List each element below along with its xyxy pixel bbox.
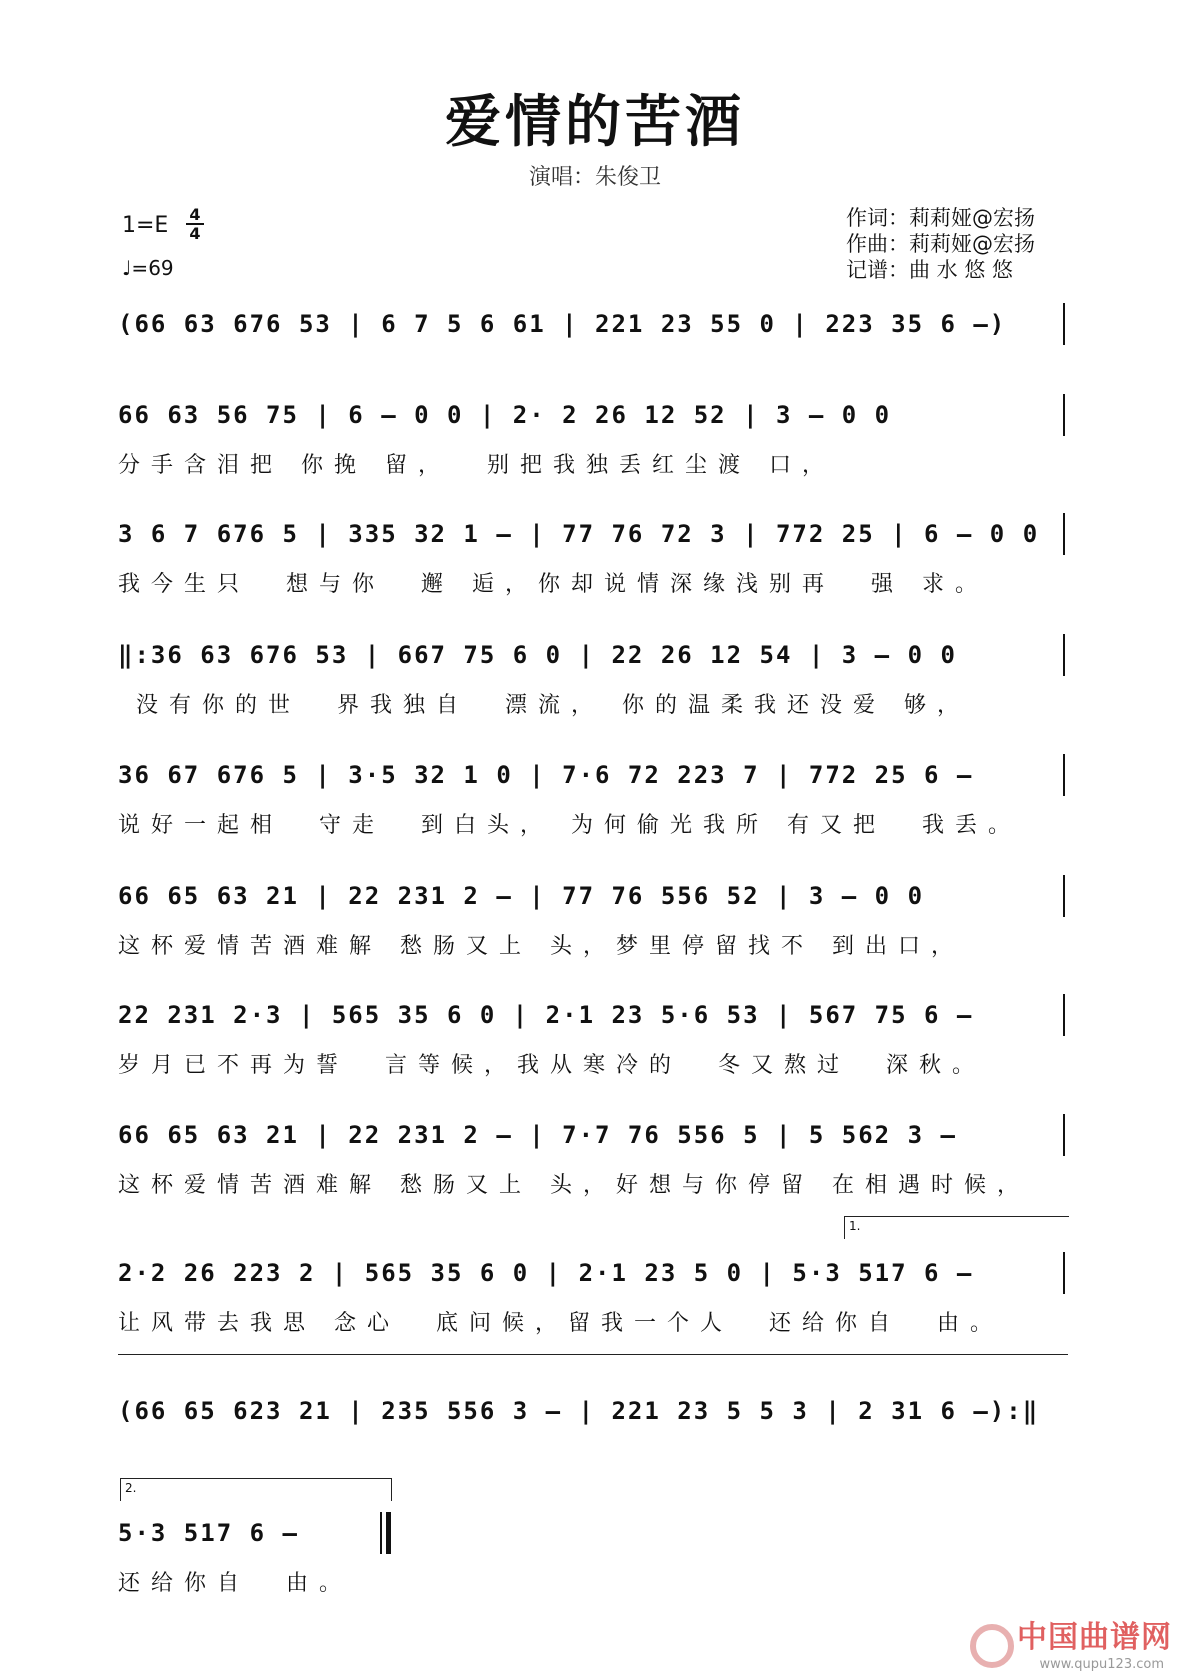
credits: [846, 205, 1035, 283]
score-system: [118, 511, 1068, 557]
score-system: [118, 1112, 1068, 1158]
notation-line: (66 65 623 21 | 235 556 3 – | 221 23 5 5 3 | 2 31 6 –):‖: [118, 1397, 1040, 1425]
score-system: [118, 632, 1068, 678]
notation-line: 22 231 2·3 | 565 35 6 0 | 2·1 23 5·6 53 | 567 75 6 –: [118, 1001, 974, 1029]
watermark-url: www.qupu123.com: [1039, 1657, 1164, 1672]
notation-line: (66 63 676 53 | 6 7 5 6 61 | 221 23 55 0 | 223 35 6 –): [118, 310, 1007, 338]
volta-second-ending: 2.: [120, 1478, 392, 1501]
transcriber-credit: 记谱：曲 水 悠 悠: [846, 258, 1014, 282]
volta-first-ending: 1.: [844, 1216, 1069, 1239]
time-numerator: 4: [189, 205, 201, 224]
score-system-ending: [118, 1510, 398, 1556]
notation-line: 2·2 26 223 2 | 565 35 6 0 | 2·1 23 5 0 | 5·3 517 6 –: [118, 1259, 974, 1287]
lyric-line: 这杯爱情苦酒难解 愁肠又上 头，好想与你停留 在相遇时候，: [118, 1173, 1030, 1198]
barline: [1063, 875, 1065, 917]
final-barline-thick: [386, 1512, 391, 1554]
notation-line: 66 65 63 21 | 22 231 2 – | 7·7 76 556 5 | 5 562 3 –: [118, 1121, 957, 1149]
lyricist-credit: 作词：莉莉娅@宏扬: [846, 206, 1035, 230]
barline: [1063, 513, 1065, 555]
notation-line: 66 63 56 75 | 6 – 0 0 | 2· 2 26 12 52 | 3 – 0 0: [118, 401, 892, 429]
tempo-marking: ♩=69: [122, 256, 174, 280]
barline: [1063, 394, 1065, 436]
notation-line: 36 67 676 5 | 3·5 32 1 0 | 7·6 72 223 7 | 772 25 6 –: [118, 761, 974, 789]
lyric-line: 我今生只 想与你 邂 逅，你却说情深缘浅别再 强 求。: [118, 572, 988, 597]
lyric-line: 还给你自 由。: [118, 1571, 352, 1596]
notation-line: 66 65 63 21 | 22 231 2 – | 77 76 556 52 | 3 – 0 0: [118, 882, 925, 910]
barline: [1063, 994, 1065, 1036]
score-system: [118, 752, 1068, 798]
song-title: 爱情的苦酒: [445, 89, 745, 155]
barline: [1063, 1252, 1065, 1294]
first-ending-line: [118, 1354, 1068, 1355]
lyric-line: 这杯爱情苦酒难解 愁肠又上 头，梦里停留找不 到出口，: [118, 934, 964, 959]
time-signature: [186, 206, 204, 242]
watermark-logo-icon: [970, 1624, 1014, 1668]
score-system-interlude: [118, 1388, 1068, 1434]
composer-credit: 作曲：莉莉娅@宏扬: [846, 232, 1035, 256]
score-system: [118, 1250, 1068, 1296]
barline: [1063, 303, 1065, 345]
score-system: [118, 992, 1068, 1038]
lyric-line: 没有你的世 界我独自 漂流， 你的温柔我还没爱 够，: [118, 693, 970, 718]
notation-line: 5·3 517 6 –: [118, 1519, 299, 1547]
final-barline-thin: [380, 1512, 382, 1554]
lyric-line: 分手含泪把 你挽 留， 别把我独丢红尘渡 口，: [118, 453, 835, 478]
time-denominator: 4: [186, 223, 204, 242]
lyric-line: 说好一起相 守走 到白头， 为何偷光我所 有又把 我丢。: [118, 813, 1021, 838]
score-system: [118, 392, 1068, 438]
score-system-intro: [118, 301, 1068, 347]
singer-credit: 演唱：朱俊卫: [528, 165, 661, 190]
key-signature: 1=E: [122, 213, 169, 238]
barline: [1063, 754, 1065, 796]
barline: [1063, 1114, 1065, 1156]
score-system: [118, 873, 1068, 919]
lyric-line: 岁月已不再为誓 言等候，我从寒冷的 冬又熬过 深秋。: [118, 1053, 985, 1078]
notation-line: ‖:36 63 676 53 | 667 75 6 0 | 22 26 12 54 | 3 – 0 0: [118, 641, 957, 669]
notation-line: 3 6 7 676 5 | 335 32 1 – | 77 76 72 3 | 772 25 | 6 – 0 0: [118, 520, 1040, 548]
watermark-name: 中国曲谱网: [1017, 1620, 1172, 1655]
lyric-line: 让风带去我思 念心 底问候，留我一个人 还给你自 由。: [118, 1311, 1003, 1336]
barline: [1063, 634, 1065, 676]
